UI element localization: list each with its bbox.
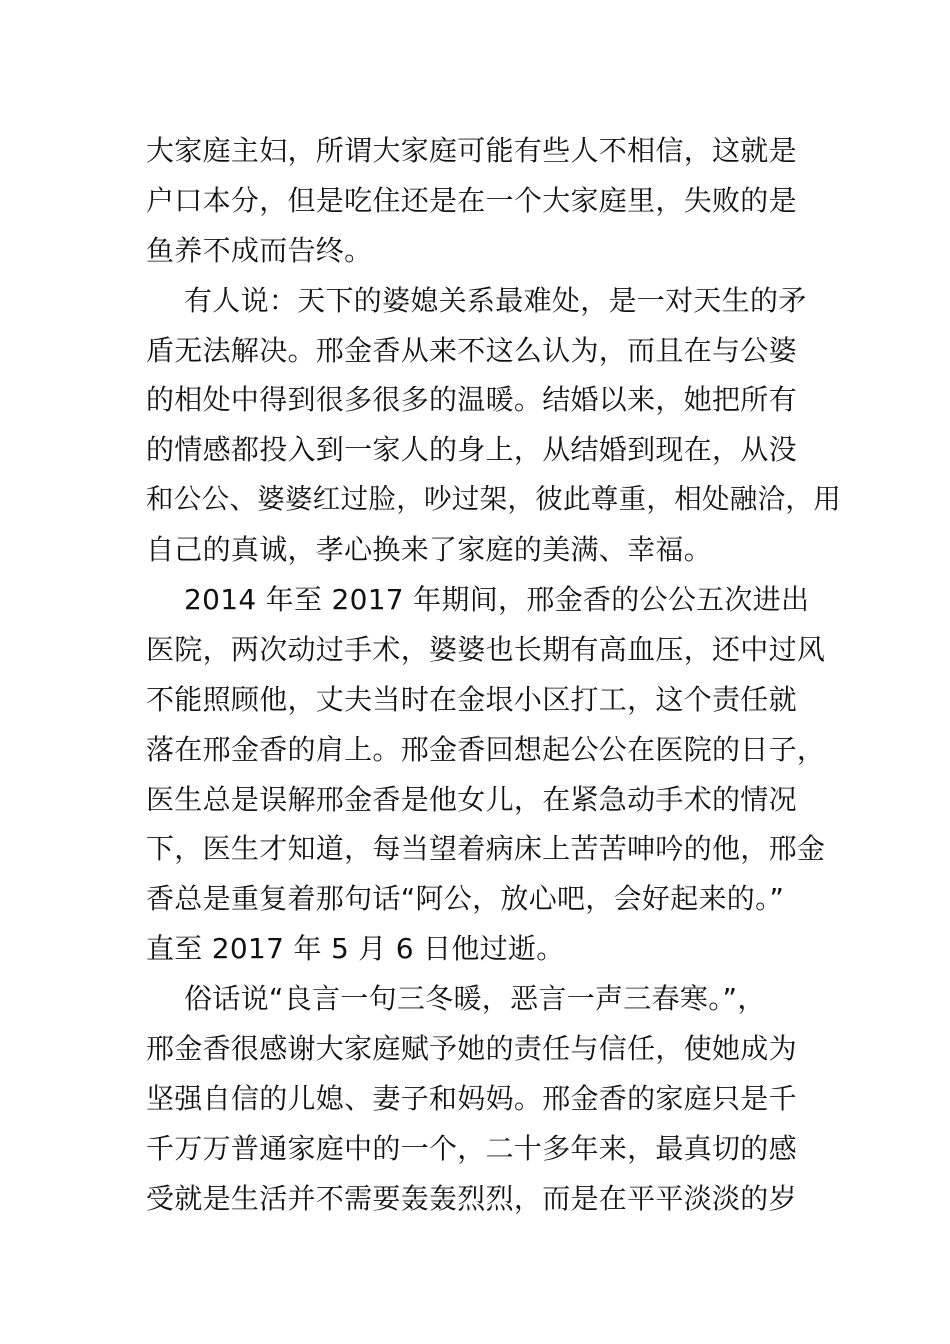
- text-line: 自己的真诚，孝心换来了家庭的美满、幸福。: [146, 533, 713, 567]
- paragraph-first-line: 俗话说“良言一句三冬暖，恶言一声三春寒。”，: [184, 982, 766, 1016]
- text-line: 坚强自信的儿媳、妻子和妈妈。邢金香的家庭只是千: [146, 1081, 797, 1115]
- text-line: 医院，两次动过手术，婆婆也长期有高血压，还中过风: [146, 632, 826, 666]
- text-line: 香总是重复着那句话“阿公，放心吧，会好起来的。”: [146, 882, 785, 916]
- text-line: 受就是生活并不需要轰轰烈烈，而是在平平淡淡的岁: [146, 1181, 797, 1215]
- paragraph-first-line: 有人说：天下的婆媳关系最难处，是一对天生的矛: [184, 283, 807, 317]
- text-line: 的相处中得到很多很多的温暖。结婚以来，她把所有: [146, 383, 797, 417]
- text-line: 千万万普通家庭中的一个，二十多年来，最真切的感: [146, 1131, 797, 1165]
- text-line: 医生总是误解邢金香是他女儿，在紧急动手术的情况: [146, 782, 797, 816]
- text-line: 大家庭主妇，所谓大家庭可能有些人不相信，这就是: [146, 134, 797, 167]
- text-line: 盾无法解决。邢金香从来不这么认为，而且在与公婆: [146, 333, 797, 367]
- text-line: 鱼养不成而告终。: [146, 233, 373, 267]
- paragraph-first-line: 2014 年至 2017 年期间，邢金香的公公五次进出: [184, 583, 810, 617]
- body-text: [146, 126, 846, 1224]
- text-line: 不能照顾他，丈夫当时在金垠小区打工，这个责任就: [146, 682, 797, 716]
- text-line: 邢金香很感谢大家庭赋予她的责任与信任，使她成为: [146, 1032, 797, 1066]
- text-line: 直至 2017 年 5 月 6 日他过逝。: [146, 932, 565, 966]
- text-line: 和公公、婆婆红过脸，吵过架，彼此尊重，相处融洽，用: [146, 483, 841, 516]
- text-line: 的情感都投入到一家人的身上，从结婚到现在，从没: [146, 433, 797, 467]
- text-line: 下，医生才知道，每当望着病床上苦苦呻吟的他，邢金: [146, 832, 826, 866]
- text-line: 户口本分，但是吃住还是在一个大家庭里，失败的是: [146, 183, 797, 217]
- text-line: 落在邢金香的肩上。邢金香回想起公公在医院的日子，: [146, 732, 826, 766]
